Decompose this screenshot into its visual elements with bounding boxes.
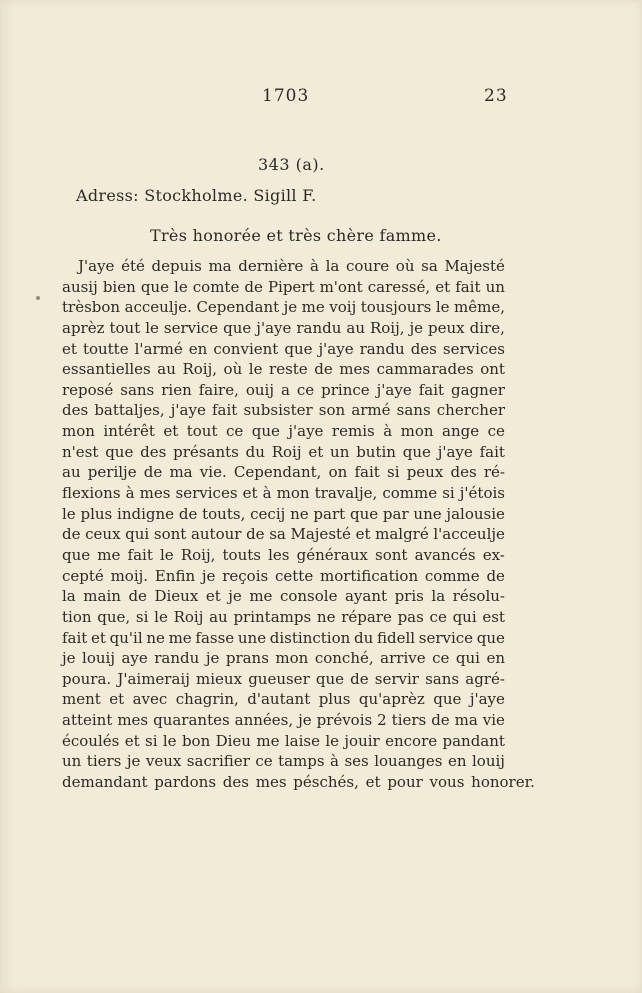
letter-line: reposé sans rien faire, ouij a ce prince j'aye fait gagner: [62, 380, 505, 399]
letter-number: 343 (a).: [258, 155, 325, 174]
page-number: 23: [484, 86, 508, 106]
margin-ink-spot: [36, 296, 40, 300]
letter-line: poura. J'aimeraij mieux gueuser que de servir sans agré-: [62, 669, 505, 688]
letter-body: [62, 256, 535, 793]
letter-line: de ceux qui sont autour de sa Majesté et malgré l'acceulje: [62, 525, 505, 544]
letter-line: au perilje de ma vie. Cependant, on fait si peux des ré-: [62, 463, 505, 482]
letter-line: flexions à mes services et à mon travalje, comme si j'étois: [62, 484, 505, 503]
letter-line: le plus indigne de touts, cecij ne part que par une jalousie: [62, 504, 505, 523]
letter-line: des battaljes, j'aye fait subsister son armé sans chercher: [62, 401, 505, 420]
letter-line: que me fait le Roij, touts les généraux sont avancés ex-: [62, 545, 505, 564]
letter-line: mon intérêt et tout ce que j'aye remis à mon ange ce: [62, 422, 505, 441]
letter-line: n'est que des présants du Roij et un butin que j'aye fait: [62, 442, 505, 461]
letter-line: ausij bien que le comte de Pipert m'ont caressé, et fait un: [62, 277, 505, 296]
letter-line: tion que, si le Roij au printamps ne répare pas ce qui est: [62, 607, 505, 626]
letter-line: je louij aye randu je prans mon conché, arrive ce qui en: [62, 649, 505, 668]
letter-address: Adress: Stockholme. Sigill F.: [76, 186, 317, 205]
letter-line: la main de Dieux et je me console ayant pris la résolu-: [62, 587, 505, 606]
letter-line: demandant pardons des mes péschés, et pour vous honorer.: [62, 773, 535, 792]
letter-line: essantielles au Roij, où le reste de mes cammarades ont: [62, 360, 505, 379]
letter-line: trèsbon acceulje. Cependant je me voij tousjours le même,: [62, 298, 505, 317]
running-header-year: 1703: [262, 86, 310, 106]
letter-line: écoulés et si le bon Dieu me laise le jouir encore pandant: [62, 731, 505, 750]
letter-line: ment et avec chagrin, d'autant plus qu'aprèz que j'aye: [62, 690, 505, 709]
letter-line: atteint mes quarantes années, je prévois 2 tiers de ma vie: [62, 711, 505, 730]
letter-salutation: Très honorée et très chère famme.: [150, 226, 442, 245]
letter-line: un tiers je veux sacrifier ce tamps à ses louanges en louij: [62, 752, 505, 771]
letter-line: aprèz tout le service que j'aye randu au Roij, je peux dire,: [62, 318, 505, 337]
letter-line: fait et qu'il ne me fasse une distinction du fidell service que: [62, 628, 505, 647]
letter-line: et toutte l'armé en convient que j'aye randu des services: [62, 339, 505, 358]
letter-line: cepté moij. Enfin je reçois cette mortification comme de: [62, 566, 505, 585]
letter-line: J'aye été depuis ma dernière à la coure où sa Majesté: [78, 257, 505, 275]
